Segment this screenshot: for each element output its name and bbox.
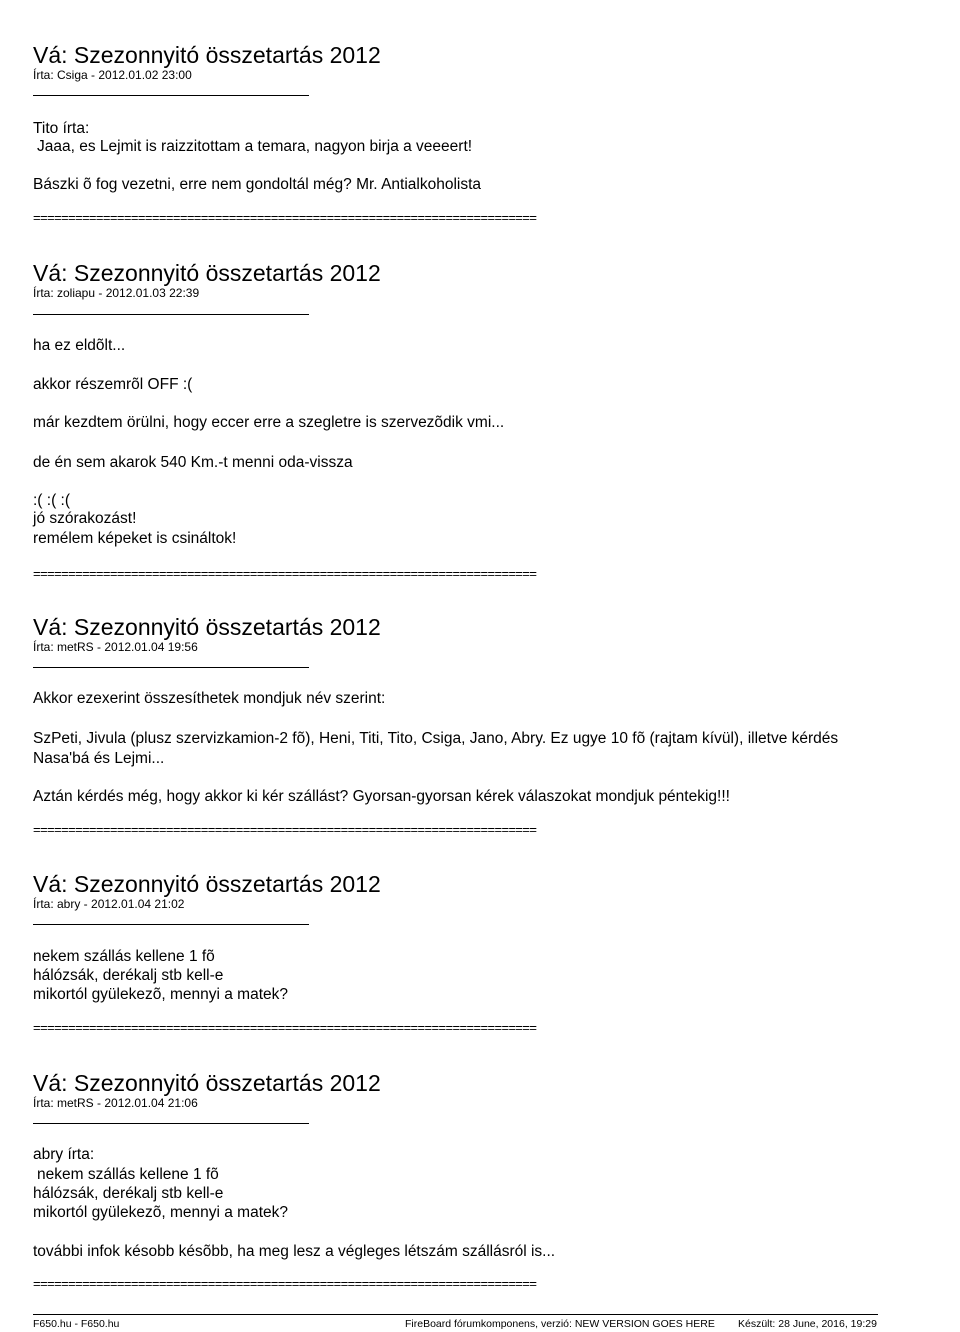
- post-divider: [33, 95, 309, 96]
- post-divider: [33, 667, 309, 668]
- post-title: Vá: Szezonnyitó összetartás 2012: [33, 871, 381, 897]
- post-separator: ========================================================================: [33, 210, 537, 225]
- post-divider: [33, 1123, 309, 1124]
- post-title: Vá: Szezonnyitó összetartás 2012: [33, 614, 381, 640]
- post-text: remélem képeket is csináltok!: [33, 530, 237, 547]
- post-separator: ========================================================================: [33, 566, 537, 581]
- footer-site: F650.hu - F650.hu: [33, 1318, 120, 1330]
- post-title: Vá: Szezonnyitó összetartás 2012: [33, 260, 381, 286]
- post-divider: [33, 924, 309, 925]
- post-text: Aztán kérdés még, hogy akkor ki kér szállást? Gyorsan-gyorsan kérek válaszokat mondjuk péntekig!!!: [33, 788, 730, 805]
- post-text: nekem szállás kellene 1 fõ: [33, 948, 215, 965]
- post-text: mikortól gyülekezõ, mennyi a matek?: [33, 986, 289, 1003]
- post-meta: Írta: metRS - 2012.01.04 19:56: [33, 640, 198, 654]
- post-separator: ========================================================================: [33, 1020, 537, 1035]
- post-title: Vá: Szezonnyitó összetartás 2012: [33, 42, 381, 68]
- quote-text: nekem szállás kellene 1 fõ: [37, 1166, 219, 1183]
- post-meta: Írta: metRS - 2012.01.04 21:06: [33, 1096, 198, 1110]
- post-text: ha ez eldõlt...: [33, 337, 126, 354]
- post-text: további infok késobb késõbb, ha meg lesz a végleges létszám szállásról is...: [33, 1243, 556, 1260]
- post-text: Bászki õ fog vezetni, erre nem gondoltál még? Mr. Antialkoholista: [33, 176, 482, 193]
- quote-author: Tito írta:: [33, 120, 90, 137]
- post-separator: ========================================================================: [33, 1276, 537, 1291]
- post-text: jó szórakozást!: [33, 510, 137, 527]
- post-text: akkor részemrõl OFF :(: [33, 376, 193, 393]
- post-title: Vá: Szezonnyitó összetartás 2012: [33, 1070, 381, 1096]
- post-meta: Írta: zoliapu - 2012.01.03 22:39: [33, 286, 200, 300]
- post-text: SzPeti, Jivula (plusz szervizkamion-2 fõ), Heni, Titi, Tito, Csiga, Jano, Abry. Ez ugye 10 fõ (rajtam kívül), illetve kérdés: [33, 730, 839, 747]
- post-meta: Írta: abry - 2012.01.04 21:02: [33, 897, 185, 911]
- post-text: Nasa'bá és Lejmi...: [33, 750, 165, 767]
- post-separator: ========================================================================: [33, 822, 537, 837]
- post-text: Akkor ezexerint összesíthetek mondjuk név szerint:: [33, 690, 386, 707]
- quote-text: mikortól gyülekezõ, mennyi a matek?: [33, 1204, 289, 1221]
- footer-component: FireBoard fórumkomponens, verzió: NEW VERSION GOES HERE: [405, 1318, 715, 1330]
- quote-text: hálózsák, derékalj stb kell-e: [33, 1185, 224, 1202]
- post-text: :( :( :(: [33, 492, 71, 509]
- quote-text: Jaaa, es Lejmit is raizzitottam a temara, nagyon birja a veeeert!: [37, 138, 473, 155]
- post-divider: [33, 314, 309, 315]
- post-text: hálózsák, derékalj stb kell-e: [33, 967, 224, 984]
- post-text: már kezdtem örülni, hogy eccer erre a szegletre is szervezõdik vmi...: [33, 414, 505, 431]
- footer-divider: [33, 1314, 878, 1315]
- post-text: de én sem akarok 540 Km.-t menni oda-vissza: [33, 454, 353, 471]
- footer-generated: Készült: 28 June, 2016, 19:29: [738, 1318, 877, 1330]
- quote-author: abry írta:: [33, 1146, 95, 1163]
- post-meta: Írta: Csiga - 2012.01.02 23:00: [33, 68, 192, 82]
